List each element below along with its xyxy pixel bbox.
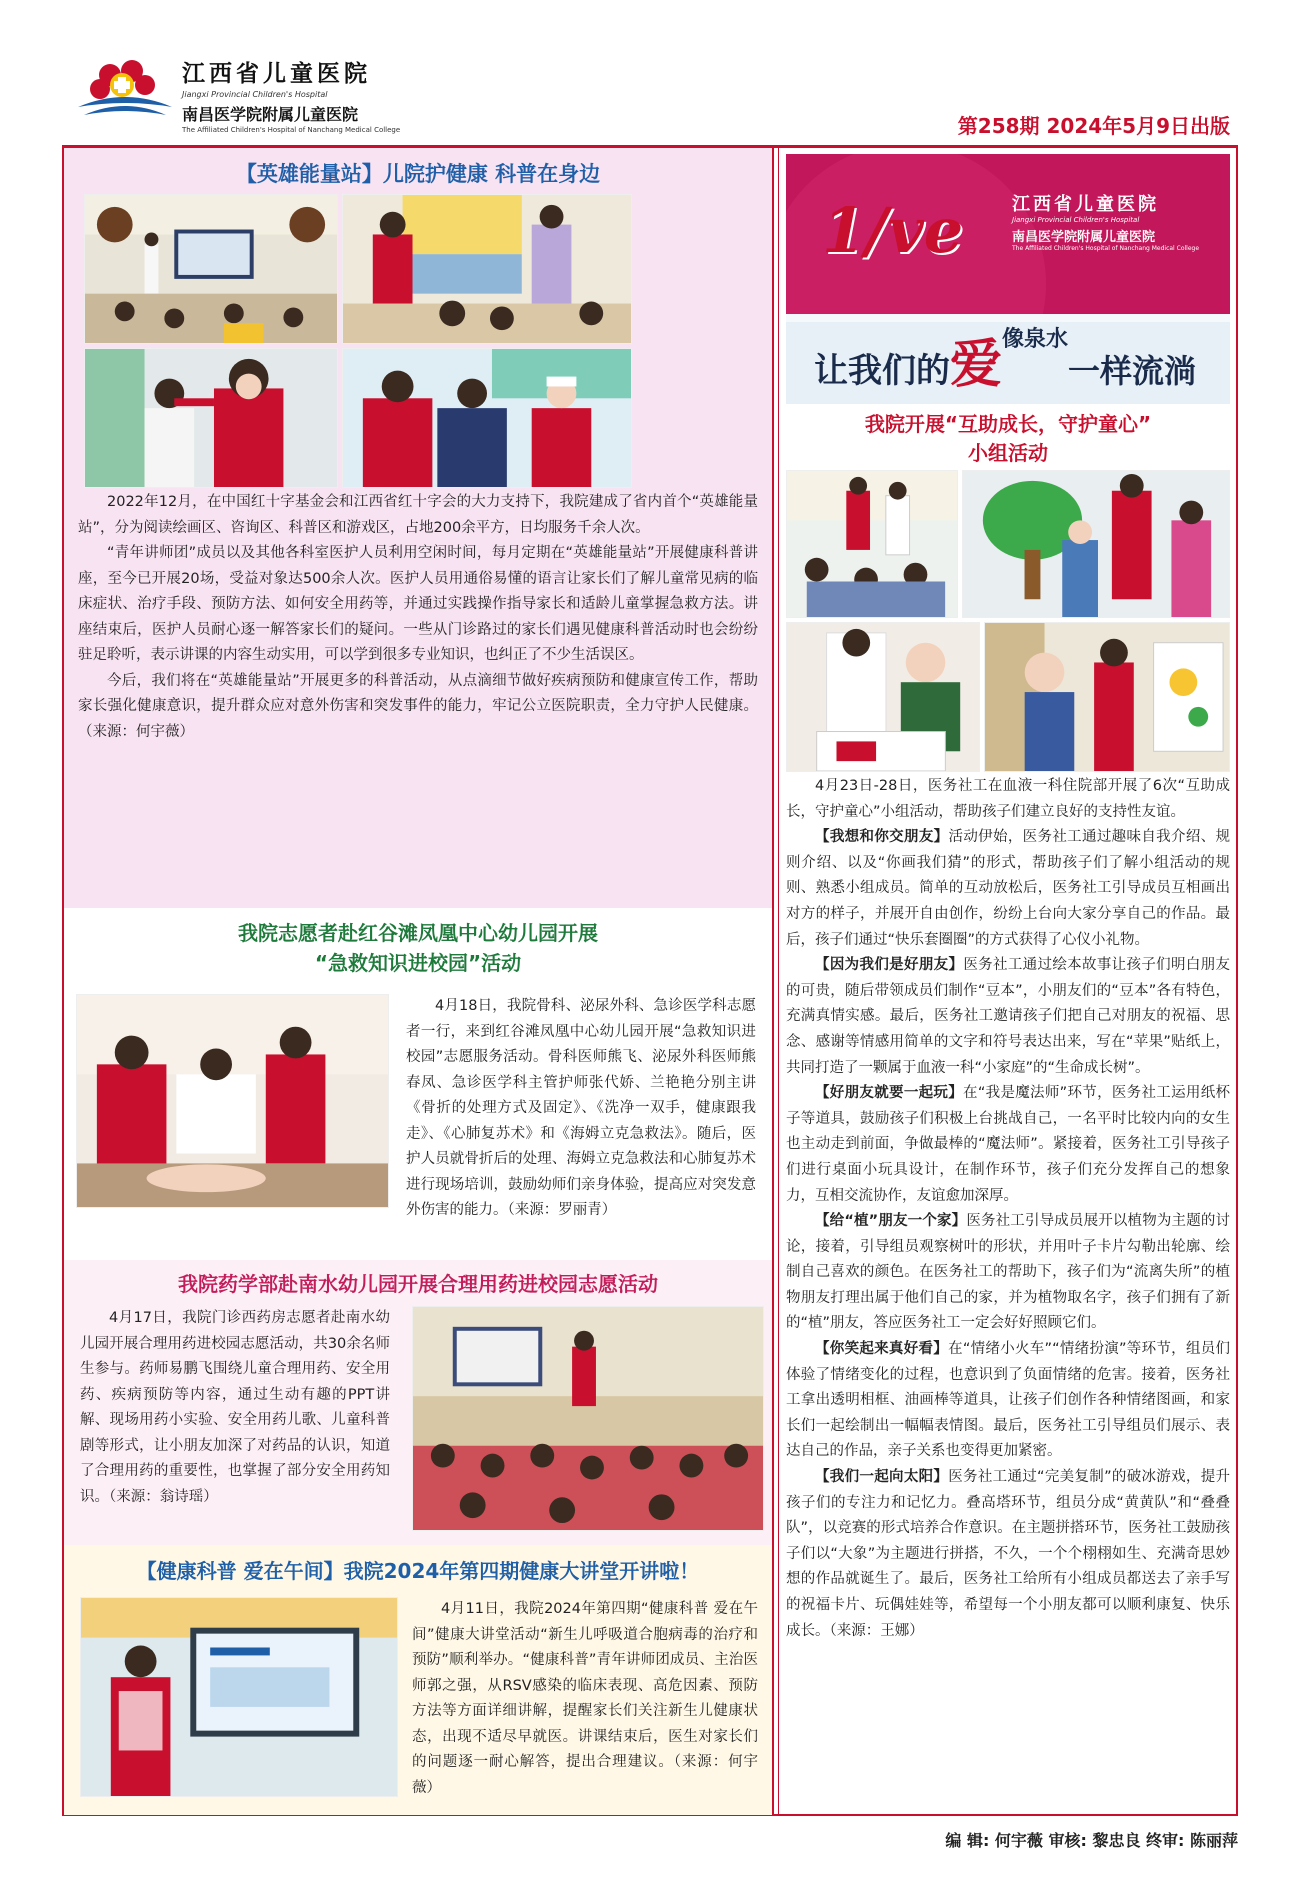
activity-heading: 【你笑起来真好看】 <box>815 1341 949 1358</box>
activity-heading: 【给“植”朋友一个家】 <box>815 1213 967 1230</box>
banner-hospital-cn: 江西省儿童医院 <box>1012 194 1159 215</box>
slogan-part-c: 像泉水 <box>1002 327 1069 352</box>
photo-cpr-training <box>76 994 389 1208</box>
slogan-part-a: 让我们的 <box>814 351 950 391</box>
right-column <box>780 148 1236 1816</box>
paragraph: 4月17日，我院门诊西药房志愿者赴南水幼儿园开展合理用药进校园志愿活动，共30余名师生参与。药师易鹏飞围绕儿童合理用药、安全用药、疾病预防等内容，通过生动有趣的PPT讲解、现场用药小实验、安全用药儿歌、儿童科普剧等形式，让小朋友加深了对药品的认识，知道了合理用药的重要性，也掌握了部分安全用药知识。（来源：翁诗瑶） <box>80 1310 390 1505</box>
photo-nurses-consult <box>342 348 632 488</box>
activity-paragraph-3 <box>786 1081 1230 1209</box>
masthead <box>70 55 1230 155</box>
activity-text: 在“情绪小火车”“情绪扮演”等环节，组员们体验了情绪变化的过程，也意识到了负面情绪的危害。接着，医务社工拿出透明相框、油画棒等道具，让孩子们创作各种情绪图画，和家长们一起绘制出一幅幅表情图。最后，医务社工引导组员们展示、表达自己的作品，亲子关系也变得更加紧密。 <box>786 1341 1231 1460</box>
photo-lecture <box>84 194 338 344</box>
activity-text: 在“我是魔法师”环节，医务社工运用纸杯子等道具，鼓励孩子们积极上台挑战自己，一名平时比较内向的女生也主动走到前面，争做最棒的“魔法师”。紧接着，医务社工引导孩子们进行桌面小玩具设计，在制作环节，孩子们充分发挥自己的想象力，互相交流协作，友谊愈加深厚。 <box>786 1085 1230 1204</box>
section-title <box>64 918 772 978</box>
activity-text: 医务社工通过“完美复制”的破冰游戏，提升孩子们的专注力和记忆力。叠高塔环节，组员分成“黄黄队”和“叠叠队”，以竞赛的形式培养合作意识。在主题拼搭环节，医务社工鼓励孩子们以“大象”为主题进行拼搭，不久，一个个栩栩如生、充满奇思妙想的作品就诞生了。最后，医务社工给所有小组成员都送去了亲手写的祝福卡片、玩偶娃娃等，希望每一个小朋友都可以顺利康复、快乐成长。（来源：王娜） <box>786 1469 1231 1639</box>
section-title: 【英雄能量站】儿院护健康 科普在身边 <box>235 162 601 186</box>
activity-text: 活动伊始，医务社工通过趣味自我介绍、规则介绍、以及“你画我们猜”的形式，帮助孩子们了解小组活动的规则、熟悉小组成员。简单的互动放松后，医务社工引导成员互相画出对方的样子，并展开自由创作，纷纷上台向大家分享自己的作品。最后，孩子们通过“快乐套圈圈”的方式获得了心仪小礼物。 <box>786 829 1230 948</box>
photo-group-activity-2 <box>962 470 1230 618</box>
section-health-lecture <box>64 1545 772 1815</box>
section-body <box>406 994 756 1224</box>
photo-group-activity-3 <box>786 622 980 772</box>
activity-text: 医务社工通过绘本故事让孩子们明白朋友的可贵，随后带领成员们制作“豆本”，小朋友们的“豆本”各有特色，充满真情实感。最后，医务社工邀请孩子们把自己对朋友的祝福、思念、感谢等情感用简单的文字和符号表达出来，写在“苹果”贴纸上，共同打造了一颗属于血液一科“小家庭”的“生命成长树”。 <box>786 957 1231 1076</box>
section-title <box>780 410 1236 468</box>
activity-heading: 【好朋友就要一起玩】 <box>815 1085 964 1102</box>
section-body <box>78 490 758 745</box>
hospital-emblem-icon <box>70 55 180 135</box>
activity-paragraph-5 <box>786 1337 1230 1465</box>
banner-affiliated-en: The Affiliated Children's Hospital of Nanchang Medical College <box>1012 245 1200 252</box>
activity-heading: 【因为我们是好朋友】 <box>815 957 964 974</box>
intro-paragraph: 4月23日-28日，医务社工在血液一科住院部开展了6次“互助成长，守护童心”小组活动，帮助孩子们建立良好的支持性友谊。 <box>786 778 1230 820</box>
section-first-aid <box>64 908 772 1260</box>
section-body <box>786 774 1230 1644</box>
hospital-name-block <box>182 55 400 134</box>
section-title-line2: 小组活动 <box>968 441 1048 465</box>
issue-info: 第258期 2024年5月9日出版 <box>957 114 1230 138</box>
section-pharmacy <box>64 1260 772 1545</box>
activity-text: 医务社工引导成员展开以植物为主题的讨论，接着，引导组员观察树叶的形状，并用叶子卡片勾勒出轮廓、绘制自己喜欢的颜色。在医务社工的帮助下，孩子们为“流离失所”的植物朋友打理出属于他们自己的家，并为植物取名字，孩子们拥有了新的“植”朋友，答应医务社工一定会好好照顾它们。 <box>786 1213 1231 1332</box>
section-title-line2: “急救知识进校园”活动 <box>314 951 522 975</box>
activity-heading: 【我想和你交朋友】 <box>815 829 949 846</box>
photo-nurse-with-kids <box>342 194 632 344</box>
affiliated-name-cn: 南昌医学院附属儿童医院 <box>182 105 359 124</box>
paragraph: 4月18日，我院骨科、泌尿外科、急诊医学科志愿者一行，来到红谷滩凤凰中心幼儿园开展“急救知识进校园”志愿服务活动。骨科医师熊飞、泌尿外科医师熊春凤、急诊医学科主管护师张代娇、兰艳艳分别主讲《骨折的处理方式及固定》、《洗净一双手，健康跟我走》、《心肺复苏术》和《海姆立克急救法》。随后，医护人员就骨折后的处理、海姆立克急救法和心肺复苏术进行现场培训，鼓励幼师们亲身体验，提高应对突发意外伤害的能力。（来源：罗丽青） <box>406 998 756 1218</box>
section-title: 我院药学部赴南水幼儿园开展合理用药进校园志愿活动 <box>178 1272 658 1296</box>
hospital-name-en: Jiangxi Provincial Children's Hospital <box>182 90 328 99</box>
section-title: 【健康科普 爱在午间】我院2024年第四期健康大讲堂开讲啦！ <box>136 1559 700 1583</box>
photo-group-activity-1 <box>786 470 958 618</box>
photo-eye-check <box>84 348 338 488</box>
banner-hospital-block <box>1012 190 1199 252</box>
activity-paragraph-6 <box>786 1465 1230 1644</box>
section-hero-station <box>64 148 772 908</box>
editorial-credits: 编 辑: 何宇薇 审核: 黎忠良 终审: 陈丽萍 <box>945 1831 1238 1850</box>
column-divider-inner <box>778 148 779 1816</box>
photo-kindergarten-class <box>412 1306 764 1531</box>
paragraph: “青年讲师团”成员以及其他各科室医护人员利用空闲时间，每月定期在“英雄能量站”开展健康科普讲座，至今已开展20场，受益对象达500余人次。医护人员用通俗易懂的语言让家长们了解儿童常见病的临床症状、治疗手段、预防方法、如何安全用药等，并通过实践操作指导家长和适龄儿童掌握急救方法。讲座结束后，医护人员耐心逐一解答家长们的疑问。一些从门诊路过的家长们遇见健康科普活动时也会纷纷驻足聆听，表示讲课的内容生动实用，可以学到很多专业知识，也纠正了不少生活误区。 <box>78 545 758 663</box>
slogan-part-b: 爱 <box>950 335 1003 395</box>
activity-paragraph-1 <box>786 825 1230 953</box>
paragraph: 2022年12月，在中国红十字基金会和江西省红十字会的大力支持下，我院建成了省内首个“英雄能量站”，分为阅读绘画区、咨询区、科普区和游戏区，占地200余平方，日均服务千余人次。 <box>78 494 758 536</box>
slogan-part-d: 一样流淌 <box>1068 352 1197 390</box>
photo-rsv-lecture <box>80 1597 398 1797</box>
hospital-name-cn: 江西省儿童医院 <box>182 61 371 87</box>
section-title-line1: 我院开展“互助成长，守护童心” <box>864 412 1152 436</box>
banner-slogan <box>814 322 1196 397</box>
activity-paragraph-4 <box>786 1209 1230 1337</box>
banner-hospital-en: Jiangxi Provincial Children's Hospital <box>1012 216 1140 224</box>
section-body <box>80 1306 390 1510</box>
banner-affiliated-cn: 南昌医学院附属儿童医院 <box>1012 230 1156 245</box>
love-banner <box>786 154 1230 404</box>
love-word: 1/ve <box>822 194 964 267</box>
affiliated-name-en: The Affiliated Children's Hospital of Nanchang Medical College <box>182 126 401 134</box>
section-body <box>412 1597 758 1801</box>
photo-group-activity-4 <box>984 622 1230 772</box>
column-divider <box>772 148 774 1816</box>
activity-paragraph-2 <box>786 953 1230 1081</box>
paragraph: 4月11日，我院2024年第四期“健康科普 爱在午间”健康大讲堂活动“新生儿呼吸道合胞病毒的治疗和预防”顺利举办。“健康科普”青年讲师团成员、主治医师郭之强，从RSV感染的临床表现、高危因素、预防方法等方面详细讲解，提醒家长们关注新生儿健康状态，出现不适尽早就医。讲课结束后，医生对家长们的问题逐一耐心解答，提出合理建议。（来源：何宇薇） <box>412 1601 758 1796</box>
section-title-line1: 我院志愿者赴红谷滩凤凰中心幼儿园开展 <box>238 921 598 945</box>
paragraph: 今后，我们将在“英雄能量站”开展更多的科普活动，从点滴细节做好疾病预防和健康宣传工作，帮助家长强化健康意识，提升群众应对意外伤害和突发事件的能力，牢记公立医院职责，全力守护人民健康。（来源：何宇薇） <box>78 672 758 740</box>
activity-heading: 【我们一起向太阳】 <box>815 1469 949 1486</box>
